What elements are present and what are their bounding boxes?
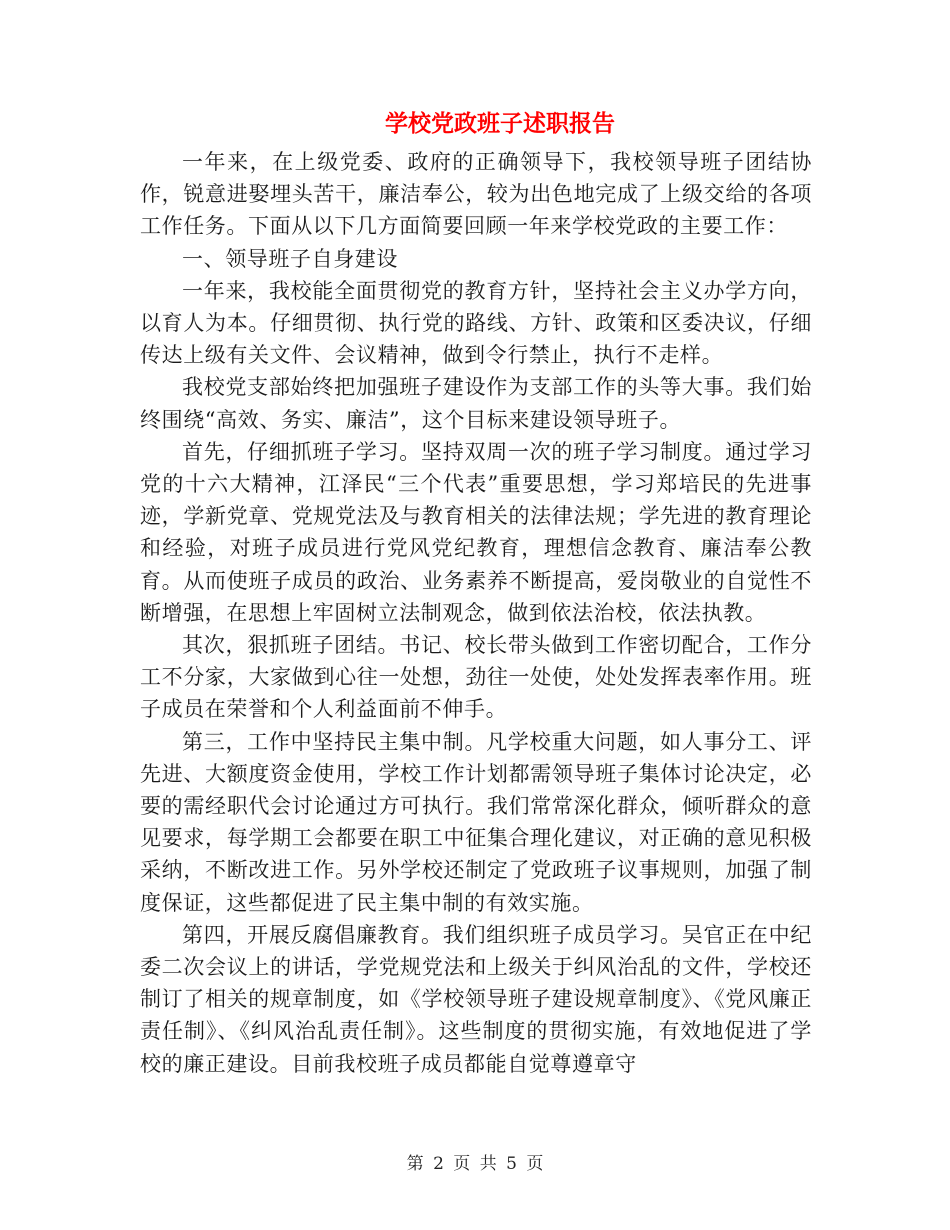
paragraph: 其次，狠抓班子团结。书记、校长带头做到工作密切配合，工作分工不分家，大家做到心往一处想，劲往一处使，处处发挥表率作用。班子成员在荣誉和个人利益面前不伸手。 — [140, 633, 812, 722]
document-title: 学校党政班子述职报告 — [385, 110, 615, 137]
paragraph: 第四，开展反腐倡廉教育。我们组织班子成员学习。吴官正在中纪委二次会议上的讲话，学党规党法和上级关于纠风治乱的文件，学校还制订了相关的规章制度，如《学校领导班子建设规章制度》、《党风廉正责任制》、《纠风治乱责任制》。这些制度的贯彻实施，有效地促进了学校的廉正建设。目前我校班子成员都能自觉尊遵章守 — [140, 922, 812, 1076]
paragraph: 首先，仔细抓班子学习。坚持双周一次的班子学习制度。通过学习党的十六大精神，江泽民“三个代表”重要思想，学习郑培民的先进事迹，学新党章、党规党法及与教育相关的法律法规；学先进的教育理论和经验，对班子成员进行党风党纪教育，理想信念教育、廉洁奉公教育。从而使班子成员的政治、业务素养不断提高，爱岗敬业的自觉性不断增强，在思想上牢固树立法制观念，做到依法治校，依法执教。 — [140, 439, 812, 625]
paragraph: 一年来，我校能全面贯彻党的教育方针，坚持社会主义办学方向，以育人为本。仔细贯彻、执行党的路线、方针、政策和区委决议，仔细传达上级有关文件、会议精神，做到令行禁止，执行不走样。 — [140, 278, 812, 368]
page-number-footer: 第 2 页 共 5 页 — [406, 1154, 544, 1174]
paragraph: 第三，工作中坚持民主集中制。凡学校重大问题，如人事分工、评先进、大额度资金使用，学校工作计划都需领导班子集体讨论决定，必要的需经职代会讨论通过方可执行。我们常常深化群众，倾听群众的意见要求，每学期工会都要在职工中征集合理化建议，对正确的意见积极采纳，不断改进工作。另外学校还制定了党政班子议事规则，加强了制度保证，这些都促进了民主集中制的有效实施。 — [140, 729, 812, 915]
paragraph-intro: 一年来，在上级党委、政府的正确领导下，我校领导班子团结协作，锐意进娶埋头苦干，廉洁奉公，较为出色地完成了上级交给的各项工作任务。下面从以下几方面简要回顾一年来学校党政的主要工作： — [140, 150, 812, 239]
document-body — [140, 146, 812, 1080]
paragraph: 我校党支部始终把加强班子建设作为支部工作的头等大事。我们始终围绕“高效、务实、廉洁”，这个目标来建设领导班子。 — [140, 375, 812, 432]
section-heading-1: 一、领导班子自身建设 — [182, 246, 398, 271]
